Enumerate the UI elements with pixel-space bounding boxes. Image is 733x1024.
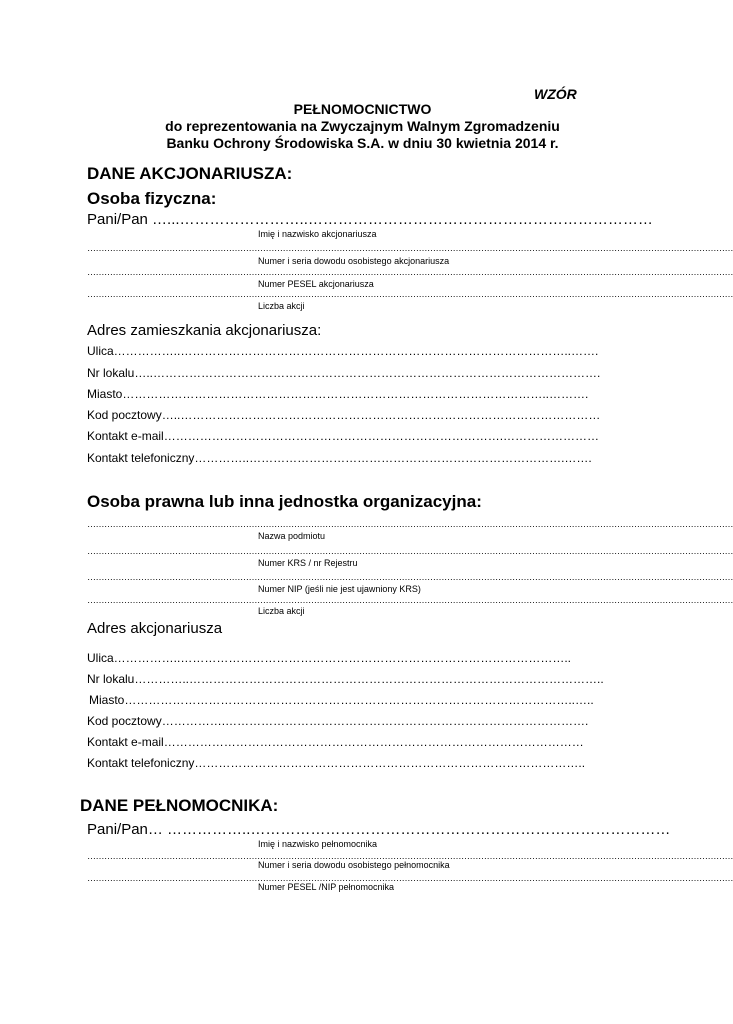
entity-address-heading: Adres akcjonariusza (87, 620, 223, 637)
entity-name-field[interactable]: ………………………………………………………………………………………………………………………………………………………………………………………………………… (87, 519, 733, 529)
entity-postal-code-field[interactable]: Kod pocztowy…………….………………………………………………………………………………. (87, 714, 589, 728)
shareholder-pesel-field[interactable]: ………………………………………………………………………………………………………………………………………………………………………………………………………… (87, 267, 733, 277)
entity-email-field[interactable]: Kontakt e-mail…………………………………………………………………………………………… (87, 735, 584, 749)
postal-code-field[interactable]: Kod pocztowy…..…………………………………………………………………………………………… (87, 408, 601, 422)
caption-proxy-id: Numer i seria dowodu osobistego pełnomocnika (258, 860, 450, 870)
shareholder-shares-field[interactable]: ………………………………………………………………………………………………………………………………………………………………………………………………………… (87, 289, 733, 299)
natural-person-heading: Osoba fizyczna: (87, 189, 217, 208)
entity-city-field[interactable]: Miasto…………………………………………………………………………………………………..….. (89, 693, 594, 707)
document-title: PEŁNOMOCNICTWO (293, 101, 432, 117)
caption-shareholder-pesel: Numer PESEL akcjonariusza (258, 279, 374, 289)
phone-field[interactable]: Kontakt telefoniczny…………..…………………………………………………………………….……. (87, 451, 592, 465)
apartment-field[interactable]: Nr lokalu…..…………………………………………………………………………………………………. (87, 366, 601, 380)
caption-proxy-name: Imię i nazwisko pełnomocnika (258, 839, 378, 849)
city-field[interactable]: Miasto……………………………………………………………………………………………..………. (87, 387, 589, 401)
entity-phone-field[interactable]: Kontakt telefoniczny…………………………………………………………………………………….. (87, 756, 586, 770)
proxy-name-field[interactable]: Pani/Pan… ……………..………………………………………………………………………… (87, 821, 671, 838)
sample-label: WZÓR (534, 86, 577, 102)
proxy-section-heading: DANE PEŁNOMOCNIKA: (80, 796, 279, 815)
residence-address-heading: Adres zamieszkania akcjonariusza: (87, 322, 322, 339)
caption-entity-shares: Liczba akcji (258, 606, 305, 616)
legal-person-heading: Osoba prawna lub inna jednostka organizacyjna: (87, 492, 482, 511)
krs-field[interactable]: ………………………………………………………………………………………………………………………………………………………………………………………………………… (87, 546, 733, 556)
shareholder-section-heading: DANE AKCJONARIUSZA: (87, 164, 293, 183)
caption-entity-name: Nazwa podmiotu (258, 531, 326, 541)
caption-krs: Numer KRS / nr Rejestru (258, 558, 358, 568)
caption-shareholder-shares: Liczba akcji (258, 301, 305, 311)
street-field[interactable]: Ulica……………..……………………………………………………………………………………..……. (87, 344, 599, 358)
proxy-id-field[interactable]: ………………………………………………………………………………………………………………………………………………………………………………………………………… (87, 851, 733, 861)
nip-field[interactable]: ………………………………………………………………………………………………………………………………………………………………………………………………………… (87, 572, 733, 582)
shareholder-id-field[interactable]: ………………………………………………………………………………………………………………………………………………………………………………………………………… (87, 243, 733, 253)
shareholder-name-field[interactable]: Pani/Pan …...……………………..…………………………………………………………… (87, 211, 653, 228)
proxy-pesel-field[interactable]: ………………………………………………………………………………………………………………………………………………………………………………………………………… (87, 873, 733, 883)
document-subtitle-line2: Banku Ochrony Środowiska S.A. w dniu 30 kwietnia 2014 r. (166, 135, 559, 151)
document-subtitle-line1: do reprezentowania na Zwyczajnym Walnym Zgromadzeniu (165, 118, 560, 134)
caption-nip: Numer NIP (jeśli nie jest ujawniony KRS) (258, 584, 421, 594)
caption-shareholder-id: Numer i seria dowodu osobistego akcjonariusza (258, 256, 450, 266)
email-field[interactable]: Kontakt e-mail………………………………………………………………………….…………………… (87, 429, 600, 443)
entity-apartment-field[interactable]: Nr lokalu…………..………………………………………………………………………………………….. (87, 672, 604, 686)
entity-street-field[interactable]: Ulica……………..…………………………………………………………………………………….. (87, 651, 572, 665)
caption-proxy-pesel: Numer PESEL /NIP pełnomocnika (258, 882, 395, 892)
entity-shares-field[interactable]: ………………………………………………………………………………………………………………………………………………………………………………………………………… (87, 595, 733, 605)
caption-shareholder-name: Imię i nazwisko akcjonariusza (258, 229, 377, 239)
